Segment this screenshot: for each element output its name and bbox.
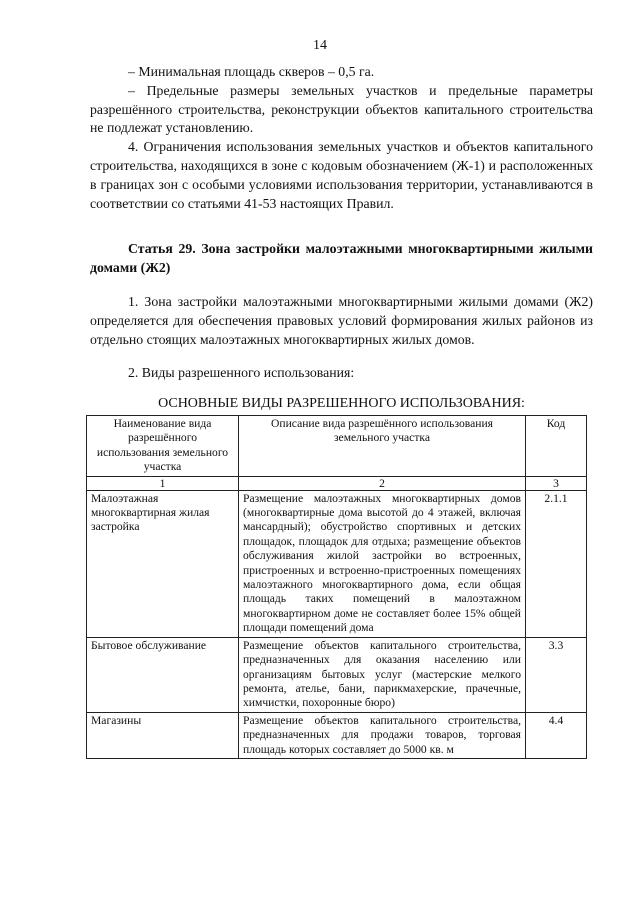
use-name: Бытовое обслуживание xyxy=(87,637,239,712)
use-description: Размещение объектов капитального строительства, предназначенных для оказания населению или организациям бытовых услуг (мастерские мелкого ремонта, ателье, бани, парикмахерские, прачечные, химчистки, похоронные бюро) xyxy=(239,637,526,712)
permitted-uses-table xyxy=(86,415,587,759)
header-name: Наименование вида разрешённого использования земельного участка xyxy=(87,416,239,477)
use-code: 2.1.1 xyxy=(526,490,587,637)
page-number: 14 xyxy=(313,38,327,53)
types-intro-block xyxy=(90,364,593,383)
intro-text xyxy=(90,63,593,213)
table-row xyxy=(87,490,587,637)
article-heading: Статья 29. Зона застройки малоэтажными многоквартирными жилыми домами (Ж2) xyxy=(90,241,593,275)
paragraph-zone-definition: 1. Зона застройки малоэтажными многоквартирными жилыми домами (Ж2) определяется для обеспечения правовых условий формирования жилых районов из отдельно стоящих малоэтажных многоквартирных жилых домов. xyxy=(90,294,593,347)
use-code: 3.3 xyxy=(526,637,587,712)
use-description: Размещение объектов капитального строительства, предназначенных для продажи товаров, торговая площадь которых составляет до 5000 кв. м xyxy=(239,712,526,758)
table-header-row xyxy=(87,416,587,477)
table-row xyxy=(87,712,587,758)
zone-description-block xyxy=(90,293,593,349)
article-heading-block xyxy=(90,240,593,278)
paragraph-permitted-uses: 2. Виды разрешенного использования: xyxy=(128,365,355,380)
table-index-row xyxy=(87,476,587,490)
table-title: ОСНОВНЫЕ ВИДЫ РАЗРЕШЕННОГО ИСПОЛЬЗОВАНИЯ: xyxy=(158,396,525,411)
index-cell: 2 xyxy=(239,476,526,490)
index-cell: 1 xyxy=(87,476,239,490)
paragraph-min-square-area: – Минимальная площадь скверов – 0,5 га. xyxy=(128,64,375,79)
index-cell: 3 xyxy=(526,476,587,490)
header-code: Код xyxy=(526,416,587,477)
use-code: 4.4 xyxy=(526,712,587,758)
use-description: Размещение малоэтажных многоквартирных домов (многоквартирные дома высотой до 4 этажей, включая мансардный); обустройство спортивных и детских площадок, площадок для отдыха; размещение объектов обслуживания жилой застройки во встроенных, пристроенных и встроенно-пристроенных помещениях малоэтажного многоквартирного дома, если общая площадь таких помещений в малоэтажном многоквартирном доме не составляет более 15% общей площади помещений дома xyxy=(239,490,526,637)
use-name: Магазины xyxy=(87,712,239,758)
use-name: Малоэтажная многоквартирная жилая застройка xyxy=(87,490,239,637)
paragraph-size-limits: – Предельные размеры земельных участков и предельные параметры разрешённого строительства, реконструкции объектов капитального строительства не подлежат установлению. xyxy=(90,82,593,136)
table-row xyxy=(87,637,587,712)
header-description: Описание вида разрешённого использования земельного участка xyxy=(239,416,526,477)
paragraph-restrictions: 4. Ограничения использования земельных участков и объектов капитального строительства, находящихся в зоне с кодовым обозначением (Ж-1) и расположенных в границах зон с особыми условиями использования территории, устанавливаются в соответствии со статьями 41-53 настоящих Правил. xyxy=(90,139,593,211)
